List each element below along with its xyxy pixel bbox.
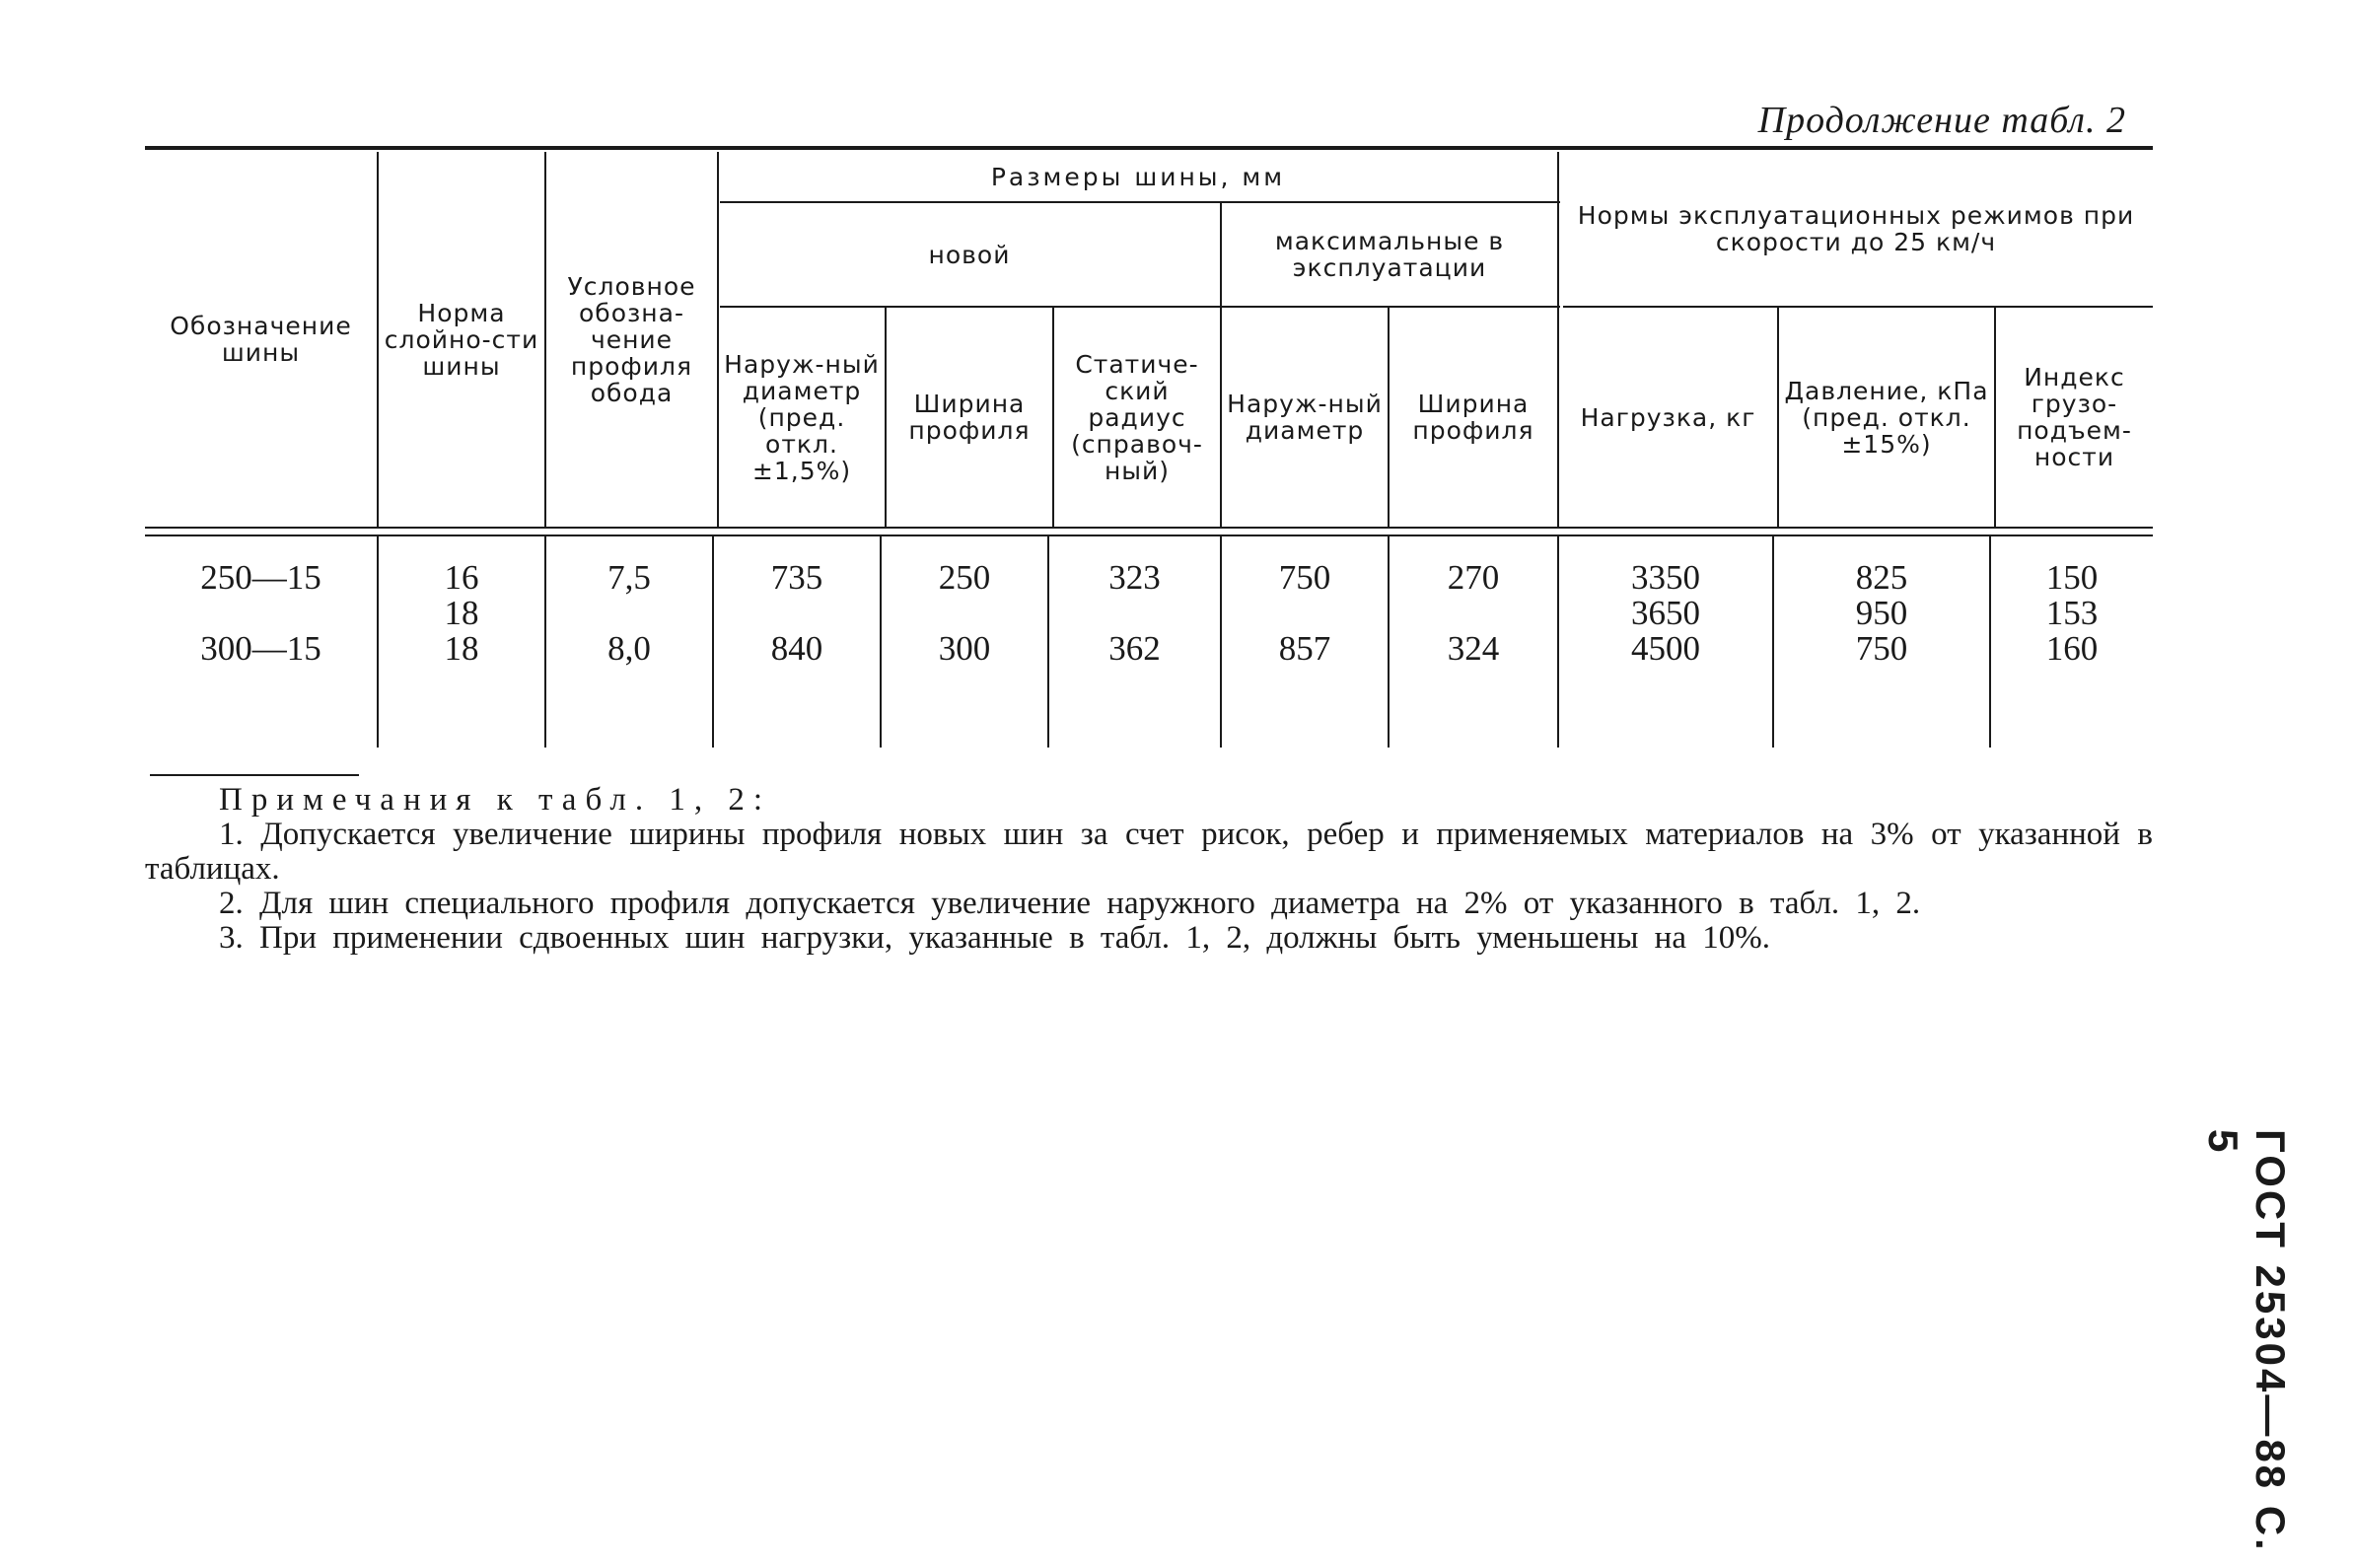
col-load-index [1991, 560, 2153, 667]
header-pressure: Давление, кПа (пред. откл. ±15%) [1784, 376, 1989, 459]
table-cell: 150 [2045, 558, 2099, 597]
table-cell: 3650 [1631, 594, 1700, 632]
col-load [1559, 560, 1772, 667]
table-cell: 153 [2045, 594, 2099, 632]
footnote-rule [150, 774, 359, 776]
col-new-outer-diameter [714, 560, 880, 667]
table-cell: 270 [1447, 558, 1500, 597]
table-cell: 300—15 [200, 629, 321, 668]
table-cell: 840 [770, 629, 823, 668]
table-cell: 735 [770, 558, 823, 597]
col-new-section-width [882, 560, 1047, 667]
table-cell: 324 [1447, 629, 1500, 668]
table-cell: 750 [1855, 629, 1908, 668]
table-cell: 16 [444, 558, 479, 597]
notes-section [145, 783, 2153, 956]
table-cell: 362 [1108, 629, 1161, 668]
header-tire-dimensions: Размеры шины, мм [990, 162, 1286, 191]
table-cell: 250—15 [200, 558, 321, 597]
col-ply-rating [379, 560, 544, 667]
header-rule-2 [145, 535, 2153, 536]
note-item: 1. Допускается увеличение ширины профиля новых шин за счет рисок, ребер и применяемых материалов на 3% от указанной в таблицах. [145, 817, 2153, 887]
table-cell: 3350 [1631, 558, 1700, 597]
header-max-section-width: Ширина профиля [1412, 390, 1534, 445]
table-cell: 250 [938, 558, 991, 597]
header-new: новой [928, 240, 1011, 269]
table-cell: 8,0 [607, 629, 651, 668]
header-ply-rating: Норма слойно-сти шины [384, 298, 539, 381]
header-max-in-service: максимальные в эксплуатации [1274, 227, 1505, 282]
table-cell: 750 [1278, 558, 1331, 597]
table-cell: 18 [444, 629, 479, 668]
col-pressure [1774, 560, 1989, 667]
header-max-outer-diameter: Наруж-ный диаметр [1227, 390, 1383, 445]
table-cell: 825 [1855, 558, 1908, 597]
table-cell: 4500 [1631, 629, 1700, 668]
note-item: 2. Для шин специального профиля допускается увеличение наружного диаметра на 2% от указанного в табл. 1, 2. [219, 886, 1921, 921]
table-cell: 18 [444, 594, 479, 632]
header-rim-profile: Условное обозна-чение профиля обода [567, 271, 696, 407]
col-designation [145, 560, 377, 667]
note-item: 3. При применении сдвоенных шин нагрузки, указанные в табл. 1, 2, должны быть уменьшены на 10%. [219, 920, 1770, 956]
col-static-radius [1049, 560, 1220, 667]
table-cell: 950 [1855, 594, 1908, 632]
header-static-radius: Статиче-ский радиус (справоч-ный) [1071, 349, 1203, 485]
col-rim-profile [546, 560, 712, 667]
header-operating-norms: Нормы эксплуатационных режимов при скорости до 25 км/ч [1577, 201, 2135, 256]
header-rule-1 [145, 527, 2153, 529]
table-cell: 323 [1108, 558, 1161, 597]
header-new-section-width: Ширина профиля [908, 390, 1031, 445]
notes-title: Примечания к табл. 1, 2: [219, 782, 772, 818]
col-max-section-width [1390, 560, 1557, 667]
table-cell: 160 [2045, 629, 2099, 668]
col-max-outer-diameter [1222, 560, 1388, 667]
table-cell: 7,5 [607, 558, 651, 597]
header-designation: Обозначение шины [170, 312, 352, 367]
table-top-rule [145, 146, 2153, 150]
header-load: Нагрузка, кг [1580, 402, 1756, 432]
header-load-index: Индекс грузо-подъем-ности [2017, 363, 2132, 471]
table-continuation-caption: Продолжение табл. 2 [1757, 100, 2126, 141]
header-new-outer-diameter: Наруж-ный диаметр (пред. откл. ±1,5%) [724, 349, 880, 485]
table-cell: 300 [938, 629, 991, 668]
table-cell: 857 [1278, 629, 1331, 668]
tire-specs-table [145, 146, 2153, 748]
standard-page-label: ГОСТ 25304—88 С. 5 [2200, 1129, 2294, 1553]
